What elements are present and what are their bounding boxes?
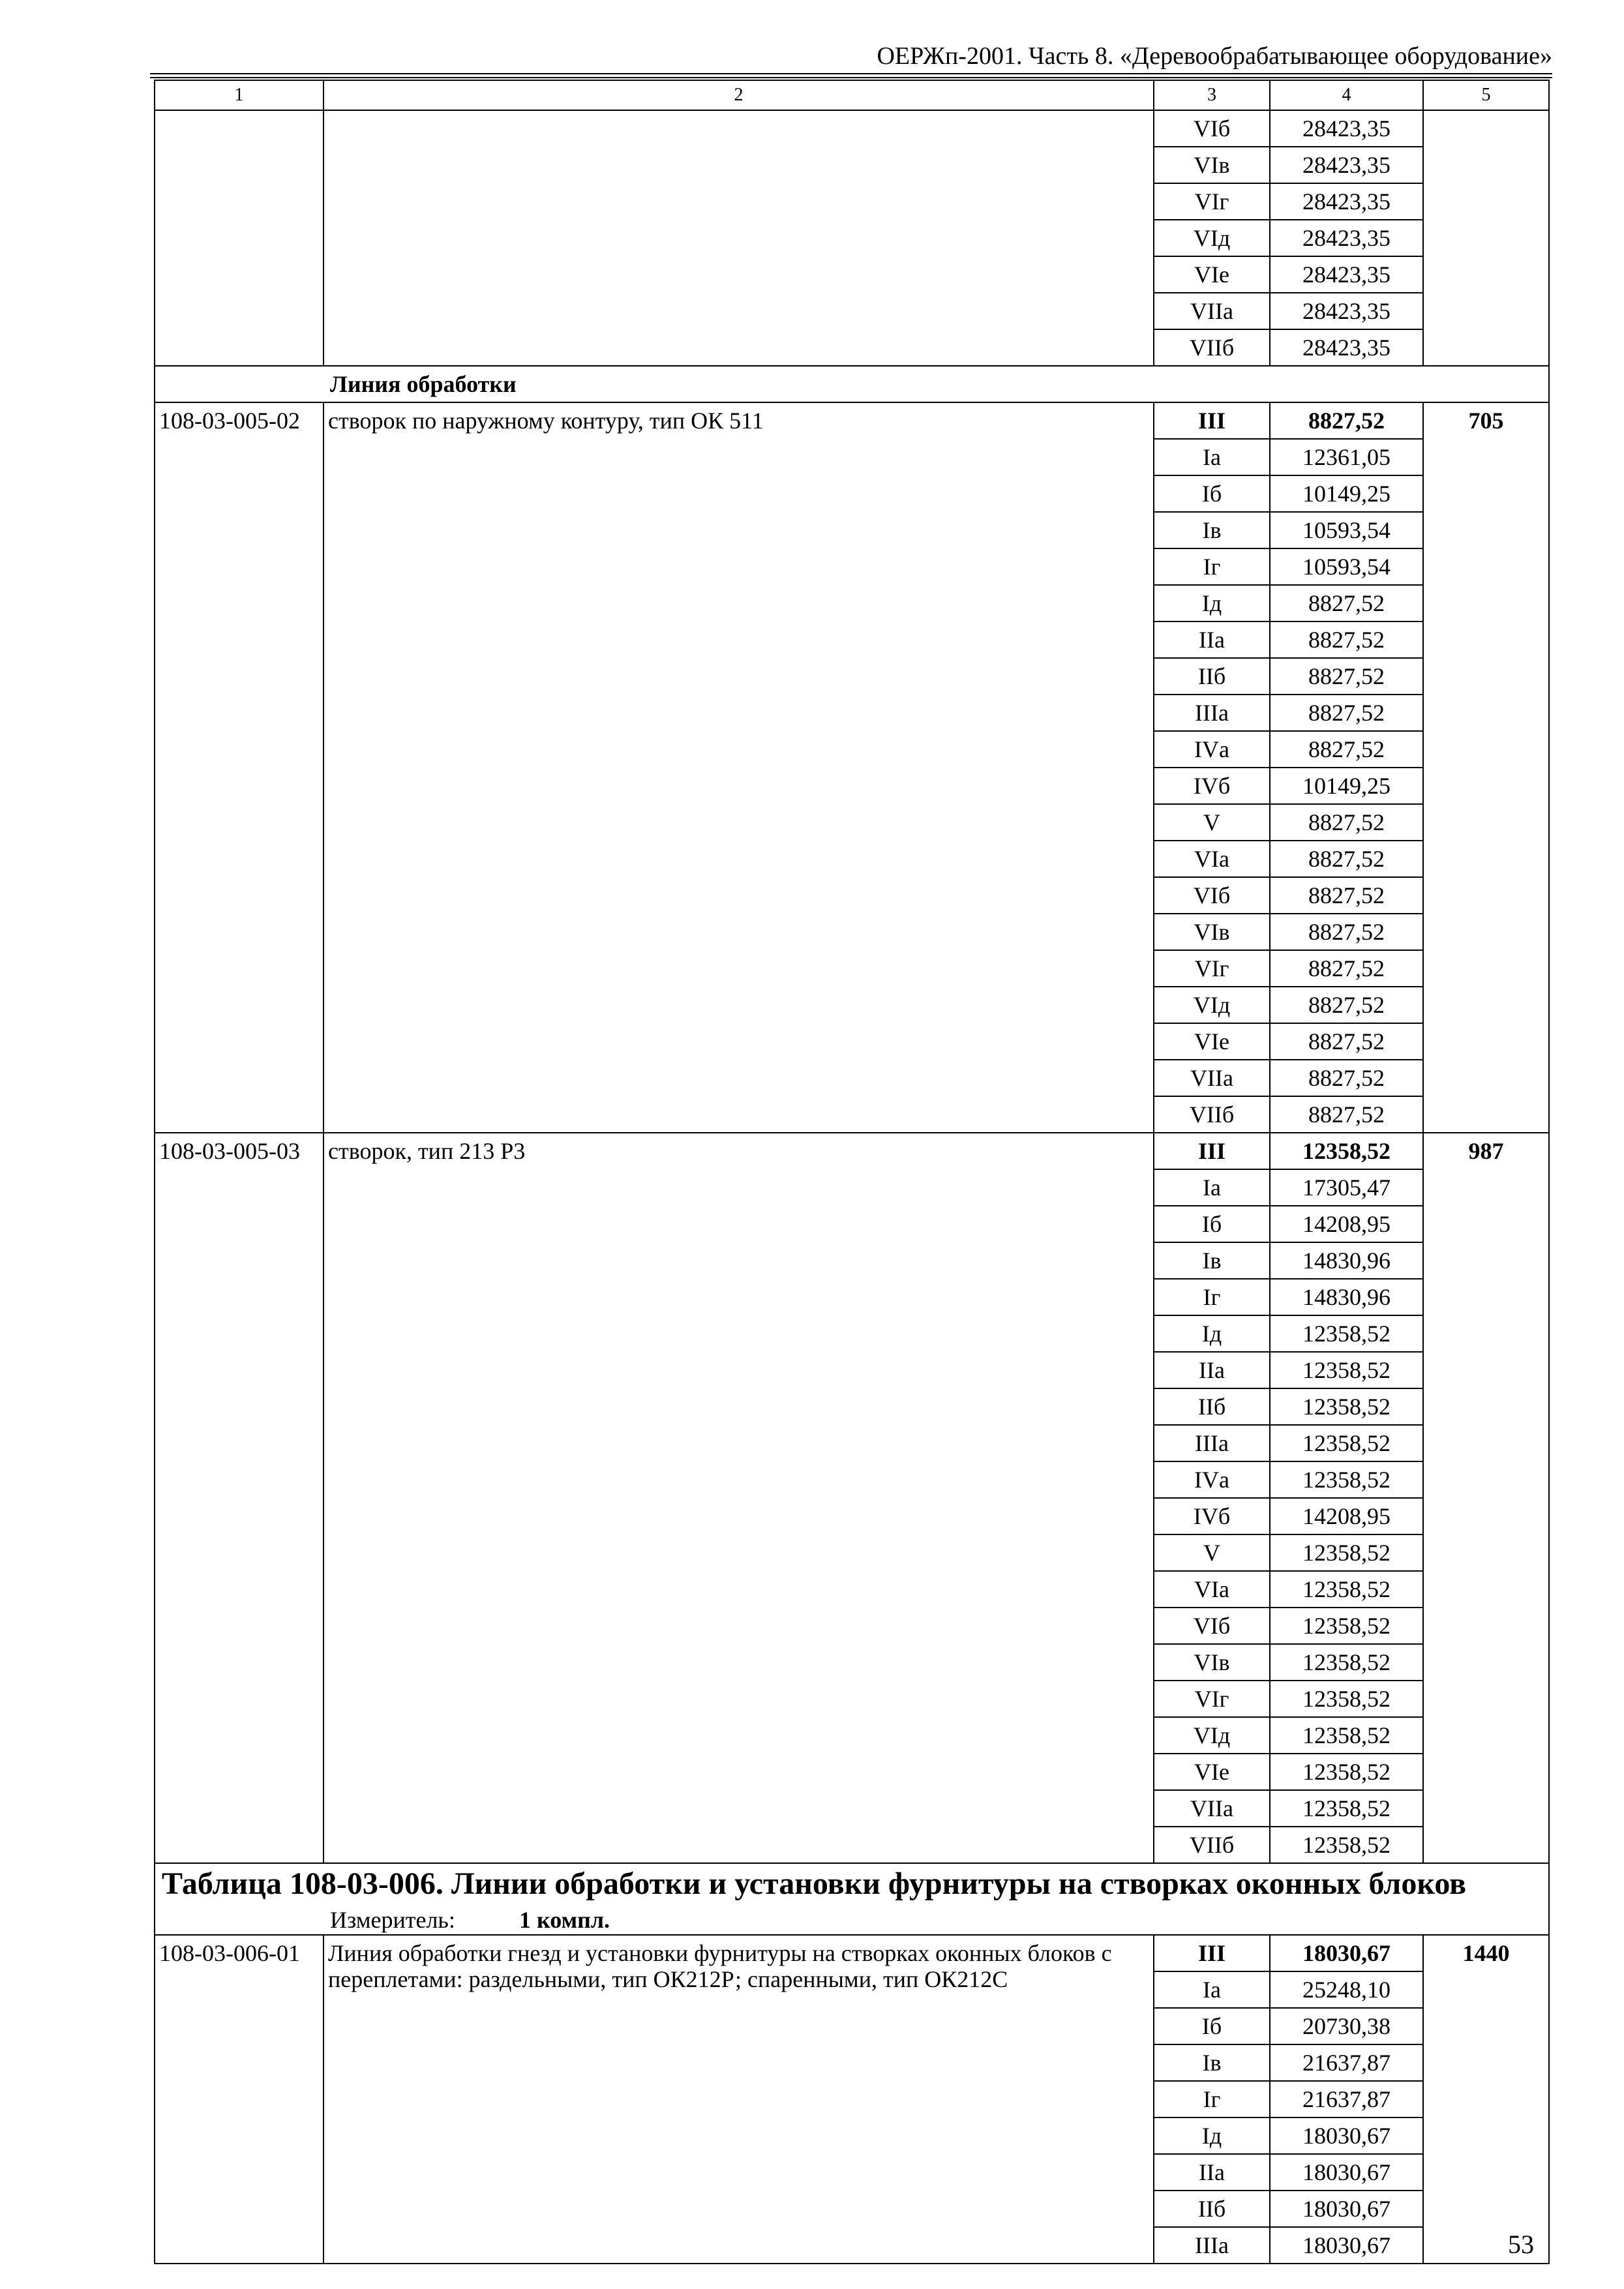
meter-value: 1 компл. [519,1907,610,1933]
price-cell: 10593,54 [1270,548,1423,585]
column-number-1: 1 [155,80,323,110]
zone-cell: VIIа [1154,1060,1270,1096]
zone-cell: VIд [1154,220,1270,256]
price-cell: 8827,52 [1270,695,1423,731]
price-cell: 8827,52 [1270,1060,1423,1096]
price-cell: 28423,35 [1270,220,1423,256]
zone-cell: IIIа [1154,1425,1270,1461]
zone-cell: IIб [1154,658,1270,695]
price-table [154,80,1550,2264]
price-cell: 8827,52 [1270,731,1423,768]
zone-cell: VIIб [1154,329,1270,366]
section-row [155,366,1549,402]
zone-cell: IVб [1154,768,1270,804]
zone-cell: Iд [1154,585,1270,621]
price-cell: 12358,52 [1270,1717,1423,1754]
zone-cell: VIIб [1154,1096,1270,1133]
zone-cell: Iд [1154,1315,1270,1352]
zone-cell: Iа [1154,439,1270,475]
section-title: Линия обработки [155,366,1549,402]
column-number-5: 5 [1423,80,1549,110]
zone-cell: IVа [1154,1461,1270,1498]
table-row [155,402,1549,439]
price-cell: 12358,52 [1270,1608,1423,1644]
header-rule [150,73,1552,74]
zone-cell: IIа [1154,2154,1270,2191]
zone-cell: VIб [1154,1608,1270,1644]
price-cell: 28423,35 [1270,329,1423,366]
price-cell: 12358,52 [1270,1644,1423,1681]
zone-cell: VIд [1154,1717,1270,1754]
price-cell: 12358,52 [1270,1352,1423,1388]
zone-cell: Iг [1154,548,1270,585]
zone-cell: VIв [1154,1644,1270,1681]
zone-cell: VIб [1154,877,1270,914]
price-cell: 12358,52 [1270,1388,1423,1425]
description-cell: створок, тип 213 Р3 [323,1133,1154,1863]
zone-cell: Iб [1154,475,1270,512]
zone-cell: Iб [1154,2008,1270,2044]
price-cell: 18030,67 [1270,2154,1423,2191]
price-cell: 8827,52 [1270,1023,1423,1060]
price-cell: 28423,35 [1270,110,1423,147]
zone-cell: VIе [1154,1023,1270,1060]
price-cell: 21637,87 [1270,2081,1423,2117]
table-title-row [155,1863,1549,1906]
price-cell: 12358,52 [1270,1681,1423,1717]
price-cell: 25248,10 [1270,1971,1423,2008]
zone-cell: Iд [1154,2117,1270,2154]
code-cell: 108-03-005-03 [155,1133,323,1863]
zone-cell: Iа [1154,1971,1270,2008]
description-cell [323,110,1154,366]
zone-cell: Iв [1154,512,1270,548]
other-cell [1423,110,1549,366]
price-cell: 12358,52 [1270,1790,1423,1827]
price-cell: 18030,67 [1270,2117,1423,2154]
header-rule-double [150,77,1552,78]
zone-cell: VIв [1154,914,1270,950]
zone-cell: VIг [1154,1681,1270,1717]
price-cell: 18030,67 [1270,2191,1423,2227]
zone-cell: Iг [1154,2081,1270,2117]
zone-cell: IIIа [1154,2227,1270,2264]
code-cell [155,110,323,366]
zone-cell: Iа [1154,1169,1270,1206]
price-cell: 12361,05 [1270,439,1423,475]
price-cell: 28423,35 [1270,183,1423,220]
description-cell: Линия обработки гнезд и установки фурнитуры на створках оконных блоков с переплетами: раздельными, тип ОК212Р; спаренными, тип ОК212С [323,1935,1154,2264]
table-title: Таблица 108-03-006. Линии обработки и установки фурнитуры на створках оконных блоков [155,1863,1549,1906]
zone-cell: VIе [1154,1754,1270,1790]
zone-cell: VIIб [1154,1827,1270,1863]
zone-cell: III [1154,1133,1270,1169]
column-numbers-row [155,80,1549,110]
zone-cell: VIг [1154,183,1270,220]
price-cell: 8827,52 [1270,621,1423,658]
zone-cell: Iг [1154,1279,1270,1315]
page-number: 53 [1508,2230,1534,2259]
price-cell: 18030,67 [1270,1935,1423,1971]
zone-cell: VIб [1154,110,1270,147]
zone-cell: VIIа [1154,1790,1270,1827]
running-header: ОЕРЖп-2001. Часть 8. «Деревообрабатывающее оборудование» [877,42,1552,70]
price-cell: 12358,52 [1270,1425,1423,1461]
price-cell: 10149,25 [1270,768,1423,804]
table-row [155,1935,1549,1971]
price-cell: 14208,95 [1270,1206,1423,1242]
zone-cell: IVа [1154,731,1270,768]
price-cell: 28423,35 [1270,293,1423,329]
price-cell: 10593,54 [1270,512,1423,548]
zone-cell: VIIа [1154,293,1270,329]
price-cell: 17305,47 [1270,1169,1423,1206]
column-number-4: 4 [1270,80,1423,110]
other-cell: 705 [1423,402,1549,1133]
zone-cell: IIб [1154,2191,1270,2227]
price-cell: 8827,52 [1270,841,1423,877]
zone-cell: IIа [1154,1352,1270,1388]
zone-cell: IIб [1154,1388,1270,1425]
price-cell: 12358,52 [1270,1534,1423,1571]
price-cell: 8827,52 [1270,1096,1423,1133]
price-cell: 8827,52 [1270,950,1423,987]
price-cell: 8827,52 [1270,658,1423,695]
price-cell: 18030,67 [1270,2227,1423,2264]
price-cell: 8827,52 [1270,804,1423,841]
meter-cell [155,1906,1549,1935]
price-cell: 12358,52 [1270,1133,1423,1169]
zone-cell: Iв [1154,2044,1270,2081]
price-cell: 14830,96 [1270,1242,1423,1279]
zone-cell: VIд [1154,987,1270,1023]
price-cell: 20730,38 [1270,2008,1423,2044]
price-cell: 8827,52 [1270,914,1423,950]
description-cell: створок по наружному контуру, тип ОК 511 [323,402,1154,1133]
code-cell: 108-03-005-02 [155,402,323,1133]
zone-cell: Iб [1154,1206,1270,1242]
zone-cell: VIа [1154,841,1270,877]
meter-row [155,1906,1549,1935]
zone-cell: III [1154,402,1270,439]
zone-cell: V [1154,1534,1270,1571]
price-cell: 12358,52 [1270,1571,1423,1608]
price-cell: 8827,52 [1270,877,1423,914]
other-cell: 1440 [1423,1935,1549,2264]
zone-cell: Iв [1154,1242,1270,1279]
zone-cell: VIг [1154,950,1270,987]
price-cell: 14830,96 [1270,1279,1423,1315]
price-cell: 12358,52 [1270,1461,1423,1498]
price-cell: 8827,52 [1270,585,1423,621]
zone-cell: V [1154,804,1270,841]
zone-cell: III [1154,1935,1270,1971]
zone-cell: IVб [1154,1498,1270,1534]
meter-label: Измеритель: [330,1907,455,1933]
price-cell: 28423,35 [1270,256,1423,293]
price-cell: 10149,25 [1270,475,1423,512]
zone-cell: VIв [1154,147,1270,183]
table-row [155,1133,1549,1169]
price-cell: 12358,52 [1270,1315,1423,1352]
price-cell: 12358,52 [1270,1754,1423,1790]
price-cell: 14208,95 [1270,1498,1423,1534]
column-number-3: 3 [1154,80,1270,110]
price-cell: 21637,87 [1270,2044,1423,2081]
price-cell: 12358,52 [1270,1827,1423,1863]
price-cell: 28423,35 [1270,147,1423,183]
zone-cell: IIIа [1154,695,1270,731]
price-cell: 8827,52 [1270,987,1423,1023]
other-cell: 987 [1423,1133,1549,1863]
table-row [155,110,1549,147]
zone-cell: IIа [1154,621,1270,658]
zone-cell: VIе [1154,256,1270,293]
zone-cell: VIа [1154,1571,1270,1608]
price-cell: 8827,52 [1270,402,1423,439]
code-cell: 108-03-006-01 [155,1935,323,2264]
column-number-2: 2 [323,80,1154,110]
